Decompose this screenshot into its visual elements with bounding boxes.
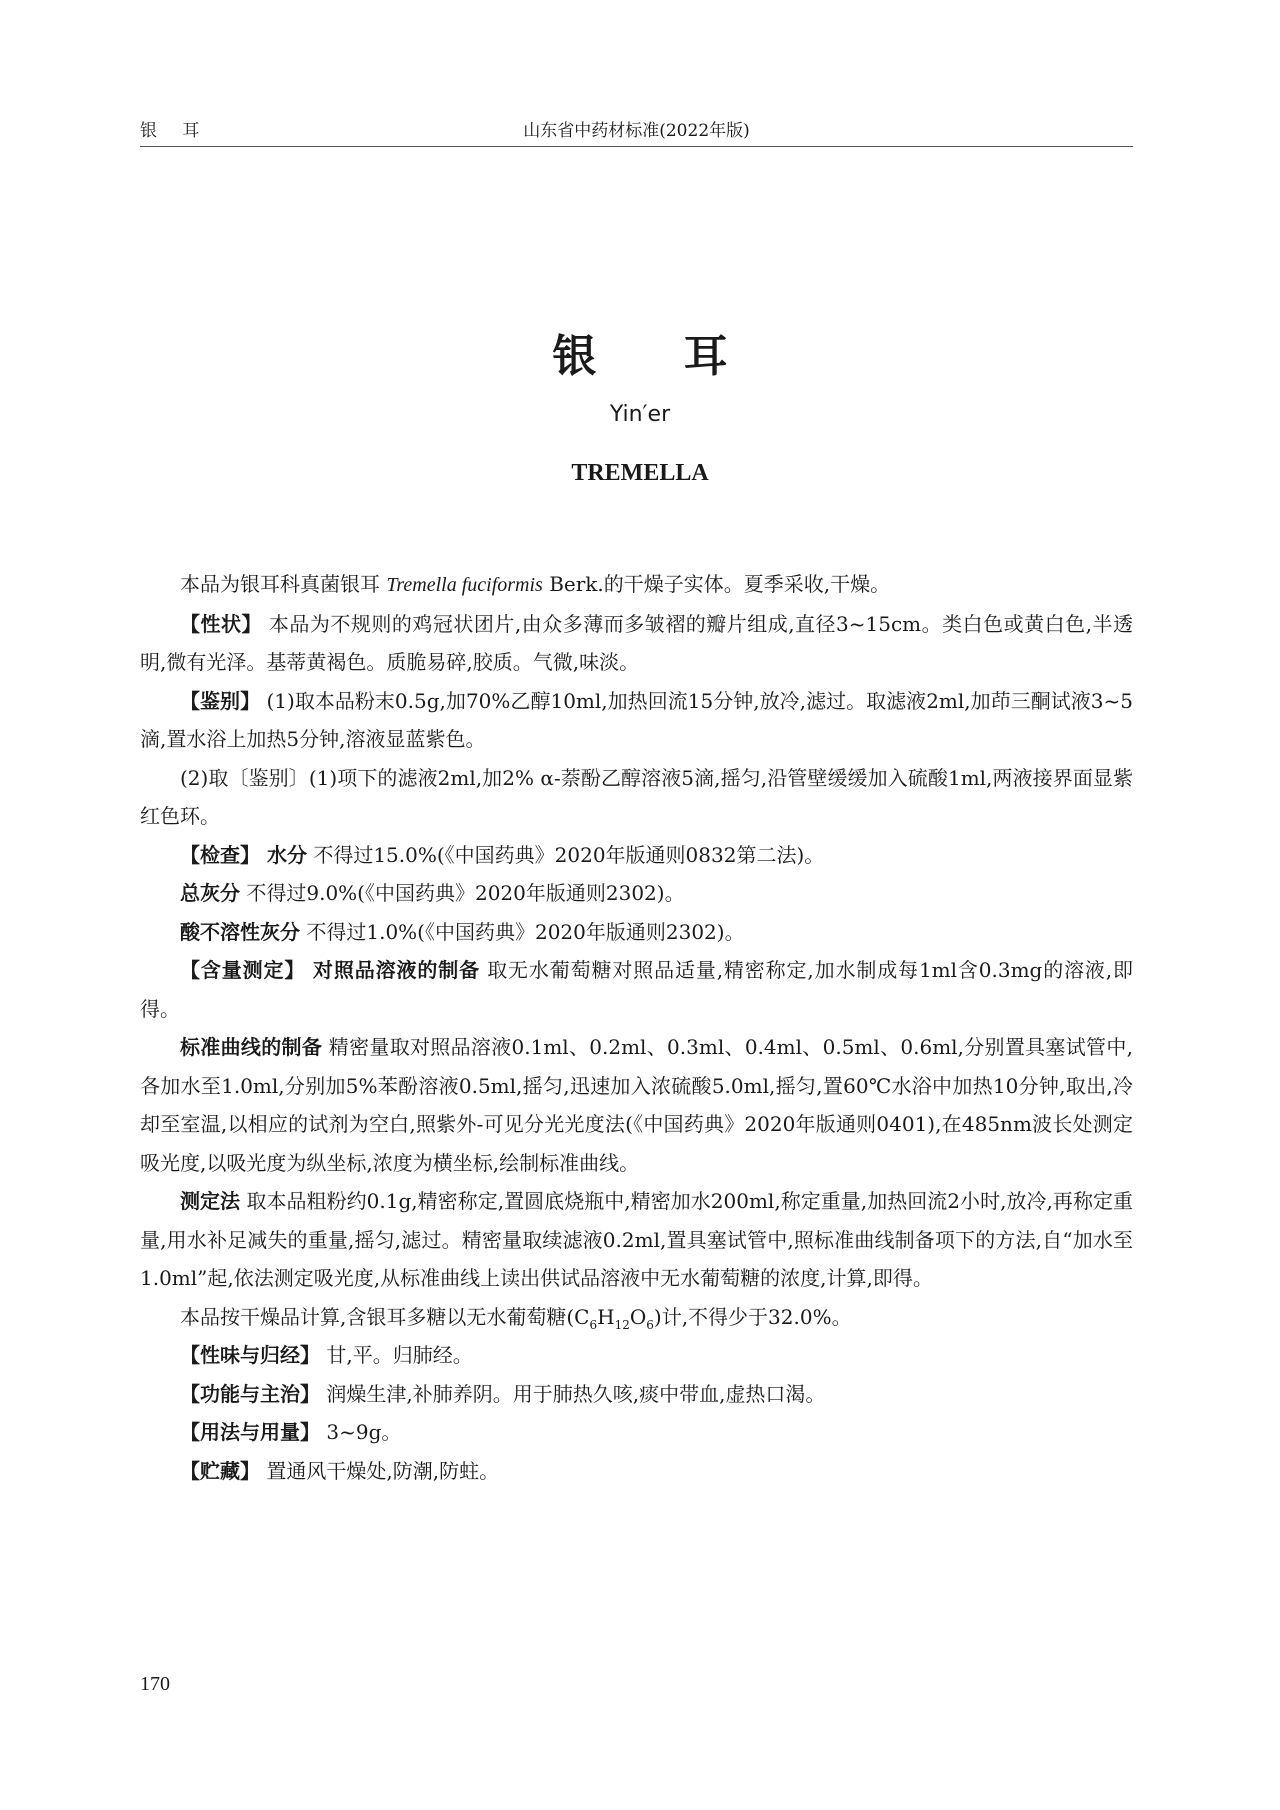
inspection-paragraph-acid-ash: 酸不溶性灰分 不得过1.0%(《中国药典》2020年版通则2302)。: [180, 919, 745, 944]
nature-paragraph: 【性味与归经】 甘,平。归肺经。: [180, 1343, 473, 1367]
storage-paragraph: 【贮藏】 置通风干燥处,防潮,防蛀。: [180, 1458, 500, 1483]
assay-paragraph-method: 测定法 取本品粗粉约0.1g,精密称定,置圆底烧瓶中,精密加水200ml,称定重量,加热回流2小时,放冷,再称定重量,用水补足减失的重量,摇匀,滤过。精密量取续滤液0.2ml,置具塞试管中,照标准曲线制备项下的方法,自“加水至1.0ml”起,依法测定吸光度,从标准曲线上读出供试品溶液中无水葡萄糖的浓度,计算,即得。: [140, 1189, 1134, 1290]
description-heading: 【性状】: [180, 611, 262, 636]
running-header: [140, 112, 1133, 147]
species-latin-name: Tremella fuciformis: [386, 574, 543, 596]
identification-paragraph-2: (2)取〔鉴别〕(1)项下的滤液2ml,加2% α-萘酚乙醇溶液5滴,摇匀,沿管壁缓缓加入硫酸1ml,两液接界面显紫红色环。: [140, 765, 1133, 828]
monograph-title: 银 耳: [552, 331, 764, 382]
inspection-paragraph-moisture: 【检查】 水分 不得过15.0%(《中国药典》2020年版通则0832第二法)。: [180, 842, 825, 867]
inspection-paragraph-ash: 总灰分 不得过9.0%(《中国药典》2020年版通则2302)。: [180, 881, 685, 905]
reference-solution-label: 对照品溶液的制备: [305, 958, 480, 982]
ash-label: 总灰分: [180, 881, 240, 905]
assay-paragraph-reference: 【含量测定】 对照品溶液的制备 取无水葡萄糖对照品适量,精密称定,加水制成每1ml含0.3mg的溶液,即得。: [140, 958, 1134, 1021]
monograph-latin-name: TREMELLA: [571, 460, 709, 486]
identification-heading: 【鉴别】: [180, 688, 261, 713]
assay-paragraph-curve: 标准曲线的制备 精密量取对照品溶液0.1ml、0.2ml、0.3ml、0.4ml、0.5ml、0.6ml,分别置具塞试管中,各加水至1.0ml,分别加5%苯酚溶液0.5ml,摇匀,迅速加入浓硫酸5.0ml,摇匀,置60℃水浴中加热10分钟,取出,冷却至室温,以相应的试剂为空白,照紫外-可见分光光度法(《中国药典》2020年版通则0401),在485nm波长处测定吸光度,以吸光度为纵坐标,浓度为横坐标,绘制标准曲线。: [140, 1035, 1133, 1175]
identification-paragraph-1: 【鉴别】 (1)取本品粉末0.5g,加70%乙醇10ml,加热回流15分钟,放冷,滤过。取滤液2ml,加茚三酮试液3~5滴,置水浴上加热5分钟,溶液显蓝紫色。: [140, 688, 1134, 751]
header-section-name: 银 耳: [140, 121, 210, 141]
nature-heading: 【性味与归经】: [180, 1343, 320, 1367]
storage-heading: 【贮藏】: [180, 1458, 260, 1483]
function-paragraph: 【功能与主治】 润燥生津,补肺养阴。用于肺热久咳,痰中带血,虚热口渴。: [180, 1381, 826, 1406]
function-heading: 【功能与主治】: [180, 1381, 320, 1406]
acid-insoluble-ash-label: 酸不溶性灰分: [180, 919, 300, 944]
header-book-title: 山东省中药材标准(2022年版): [523, 121, 750, 141]
method-label: 测定法: [180, 1189, 241, 1213]
description-paragraph: 【性状】 本品为不规则的鸡冠状团片,由众多薄而多皱褶的瓣片组成,直径3~15cm。类白色或黄白色,半透明,微有光泽。基蒂黄褐色。质脆易碎,胶质。气微,味淡。: [140, 611, 1133, 674]
assay-heading: 【含量测定】: [180, 958, 306, 982]
assay-paragraph-result: 本品按干燥品计算,含银耳多糖以无水葡萄糖$(C_6H_{12}O_6)$计,不得少于32.0%。: [180, 1304, 852, 1332]
standard-curve-label: 标准曲线的制备: [180, 1035, 323, 1059]
monograph-pinyin: Yin′er: [609, 402, 671, 427]
moisture-label: 水分: [260, 842, 307, 867]
usage-heading: 【用法与用量】: [180, 1420, 320, 1444]
inspection-heading: 【检查】: [180, 842, 260, 867]
monograph-body: [140, 565, 1133, 1490]
page-number: 170: [140, 1673, 170, 1695]
intro-paragraph: 本品为银耳科真菌银耳 Tremella fuciformis Berk.的干燥子实体。夏季采收,干燥。: [180, 572, 891, 596]
usage-paragraph: 【用法与用量】 3~9g。: [180, 1420, 402, 1444]
